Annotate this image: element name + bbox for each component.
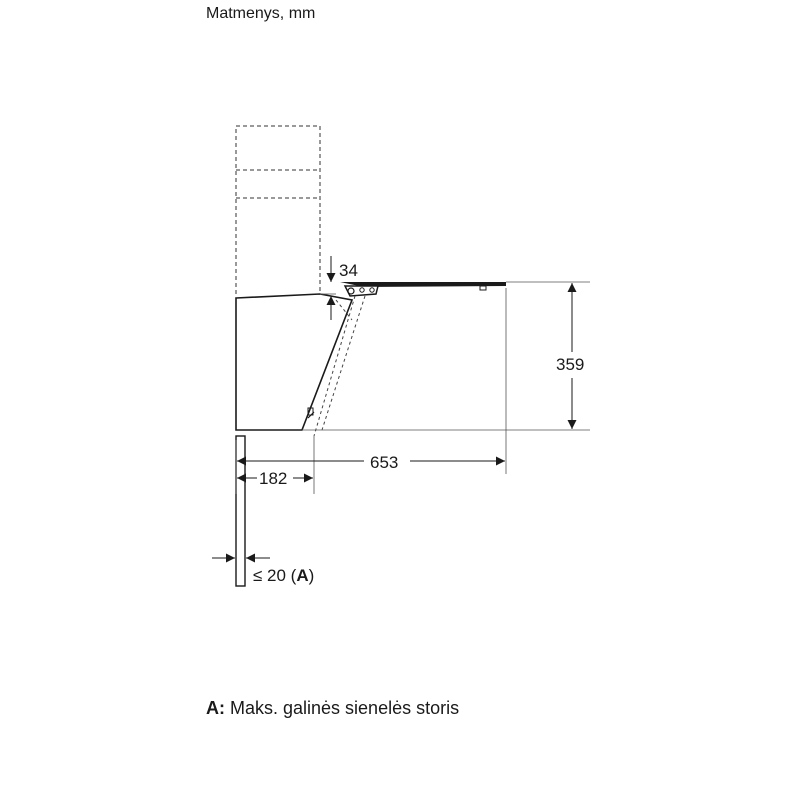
hinge: [345, 286, 378, 296]
legend-key: A:: [206, 698, 225, 718]
legend-text: Maks. galinės sienelės storis: [225, 698, 460, 718]
dim-182-label: 182: [259, 469, 288, 488]
legend-note: [206, 698, 459, 719]
dim-359-label: 359: [556, 355, 585, 374]
dim-wall-thickness: [212, 558, 314, 585]
back-wall: [236, 436, 245, 586]
dim-653-label: 653: [370, 453, 399, 472]
dim-359: [556, 283, 584, 429]
dim-34-label: 34: [339, 261, 358, 280]
dim-wall-label: ≤ 20 (A): [253, 566, 315, 585]
chimney-outline: [236, 126, 320, 294]
dim-182: [237, 469, 313, 488]
page-title: Matmenys, mm: [206, 5, 316, 22]
hood-body: [236, 294, 352, 430]
